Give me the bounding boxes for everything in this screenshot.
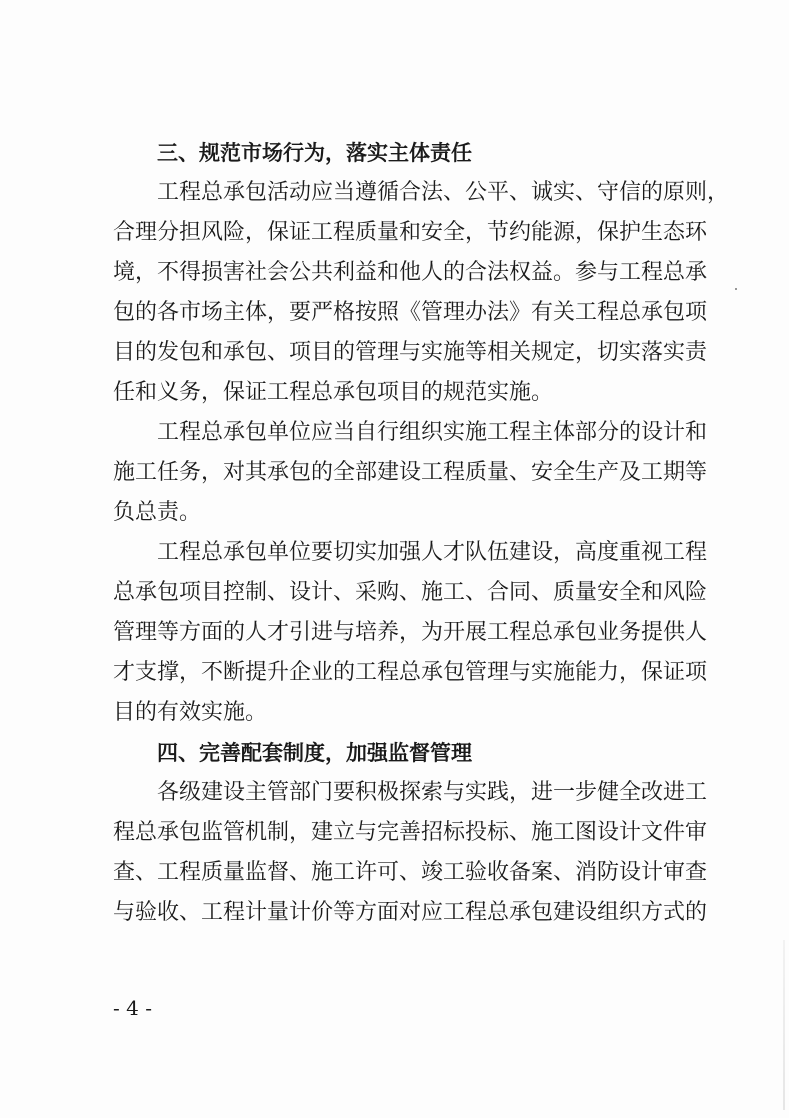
scan-speck (735, 288, 737, 290)
text-line: 管理等方面的人才引进与培养，为开展工程总承包业务提供人 (113, 620, 708, 645)
text-line: 目的有效实施。 (113, 700, 268, 725)
text-line: 目的发包和承包、项目的管理与实施等相关规定，切实落实责 (113, 340, 708, 365)
text-line: 总承包项目控制、设计、采购、施工、合同、质量安全和风险 (113, 580, 708, 605)
text-line: 工程总承包单位要切实加强人才队伍建设，高度重视工程 (157, 540, 708, 565)
text-line: 负总责。 (113, 500, 202, 525)
text-line: 境，不得损害社会公共利益和他人的合法权益。参与工程总承 (113, 260, 708, 285)
text-line: 任和义务，保证工程总承包项目的规范实施。 (113, 380, 554, 405)
text-line: 工程总承包活动应当遵循合法、公平、诚实、守信的原则， (157, 180, 730, 205)
text-line: 包的各市场主体，要严格按照《管理办法》有关工程总承包项 (113, 300, 708, 325)
text-line: 与验收、工程计量计价等方面对应工程总承包建设组织方式的 (113, 900, 708, 925)
text-line: 程总承包监管机制，建立与完善招标投标、施工图设计文件审 (113, 820, 708, 845)
text-line: 才支撑，不断提升企业的工程总承包管理与实施能力，保证项 (113, 660, 708, 685)
text-line: 查、工程质量监督、施工许可、竣工验收备案、消防设计审查 (113, 860, 708, 885)
body-text (113, 133, 730, 933)
text-line: 合理分担风险，保证工程质量和安全，节约能源，保护生态环 (113, 220, 708, 245)
section-heading: 三、规范市场行为，落实主体责任 (157, 141, 472, 165)
text-line: 工程总承包单位应当自行组织实施工程主体部分的设计和 (157, 420, 708, 445)
page-number: - 4 - (113, 996, 152, 1020)
text-line: 各级建设主管部门要积极探索与实践，进一步健全改进工 (157, 780, 708, 805)
section-heading: 四、完善配套制度，加强监督管理 (157, 741, 472, 765)
text-line: 施工任务，对其承包的全部建设工程质量、安全生产及工期等 (113, 460, 708, 485)
scan-edge-shadow (783, 940, 785, 1110)
